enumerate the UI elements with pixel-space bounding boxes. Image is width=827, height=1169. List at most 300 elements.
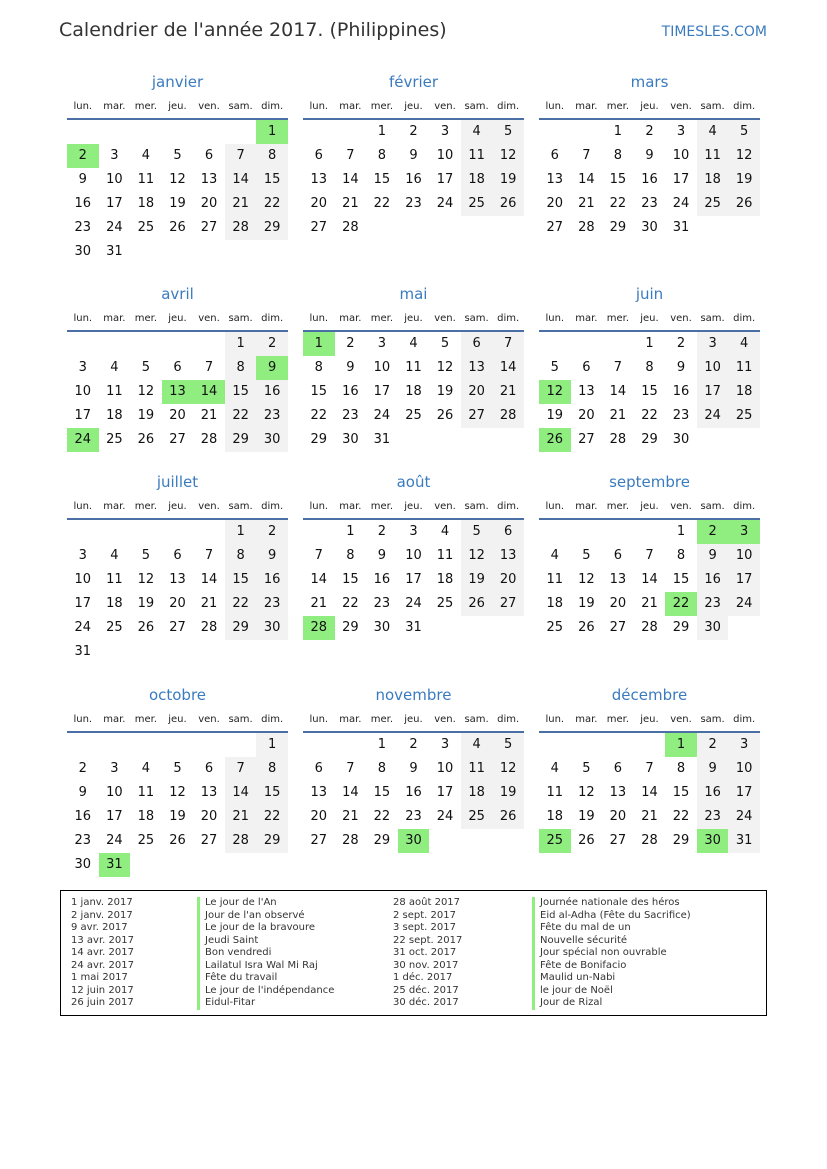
- day-cell[interactable]: 21: [609, 408, 627, 423]
- day-cell[interactable]: 9: [346, 360, 355, 375]
- day-cell[interactable]: 6: [492, 520, 524, 544]
- day-cell[interactable]: 5: [173, 148, 182, 163]
- day-cell[interactable]: 22: [256, 805, 288, 829]
- day-cell[interactable]: 16: [373, 572, 391, 587]
- holiday-day-cell[interactable]: 26: [539, 428, 571, 452]
- day-cell[interactable]: 2: [256, 332, 288, 356]
- day-cell[interactable]: 6: [314, 761, 323, 776]
- day-cell[interactable]: 31: [74, 644, 92, 659]
- day-cell[interactable]: 25: [436, 596, 454, 611]
- day-cell[interactable]: 1: [225, 332, 257, 356]
- day-cell[interactable]: 21: [342, 196, 359, 211]
- day-cell[interactable]: 27: [310, 220, 328, 235]
- day-cell[interactable]: 20: [492, 568, 524, 592]
- day-cell[interactable]: 3: [440, 124, 450, 139]
- day-cell[interactable]: 28: [492, 404, 524, 428]
- day-cell[interactable]: 18: [728, 380, 760, 404]
- day-cell[interactable]: 19: [578, 596, 595, 611]
- day-cell[interactable]: 27: [169, 432, 186, 447]
- day-cell[interactable]: 12: [461, 544, 493, 568]
- day-cell[interactable]: 13: [609, 785, 627, 800]
- day-cell[interactable]: 6: [461, 332, 493, 356]
- day-cell[interactable]: 18: [546, 809, 564, 824]
- day-cell[interactable]: 17: [436, 172, 454, 187]
- day-cell[interactable]: 21: [310, 596, 328, 611]
- day-cell[interactable]: 26: [436, 408, 454, 423]
- day-cell[interactable]: 21: [225, 805, 257, 829]
- day-cell[interactable]: 12: [728, 144, 760, 168]
- day-cell[interactable]: 15: [225, 568, 257, 592]
- day-cell[interactable]: 16: [697, 568, 729, 592]
- day-cell[interactable]: 13: [169, 572, 186, 587]
- day-cell[interactable]: 12: [137, 384, 155, 399]
- holiday-day-cell[interactable]: 3: [728, 520, 760, 544]
- day-cell[interactable]: 20: [310, 196, 328, 211]
- day-cell[interactable]: 17: [74, 408, 92, 423]
- day-cell[interactable]: 14: [641, 785, 658, 800]
- day-cell[interactable]: 19: [492, 168, 524, 192]
- day-cell[interactable]: 26: [169, 833, 186, 848]
- day-cell[interactable]: 27: [492, 592, 524, 616]
- day-cell[interactable]: 10: [405, 548, 422, 563]
- day-cell[interactable]: 21: [200, 408, 218, 423]
- day-cell[interactable]: 4: [550, 761, 559, 776]
- day-cell[interactable]: 13: [609, 572, 627, 587]
- holiday-day-cell[interactable]: 1: [256, 120, 288, 144]
- day-cell[interactable]: 27: [310, 833, 328, 848]
- day-cell[interactable]: 28: [200, 432, 218, 447]
- day-cell[interactable]: 3: [409, 524, 418, 539]
- day-cell[interactable]: 3: [110, 148, 119, 163]
- day-cell[interactable]: 7: [492, 332, 524, 356]
- day-cell[interactable]: 29: [373, 833, 391, 848]
- day-cell[interactable]: 23: [373, 596, 391, 611]
- day-cell[interactable]: 17: [106, 809, 123, 824]
- day-cell[interactable]: 11: [405, 360, 422, 375]
- day-cell[interactable]: 24: [106, 833, 123, 848]
- day-cell[interactable]: 30: [256, 428, 288, 452]
- day-cell[interactable]: 7: [582, 148, 591, 163]
- day-cell[interactable]: 31: [373, 432, 391, 447]
- day-cell[interactable]: 18: [436, 572, 454, 587]
- day-cell[interactable]: 6: [582, 360, 591, 375]
- day-cell[interactable]: 17: [405, 572, 422, 587]
- day-cell[interactable]: 4: [461, 120, 493, 144]
- day-cell[interactable]: 9: [645, 148, 654, 163]
- day-cell[interactable]: 18: [137, 809, 155, 824]
- day-cell[interactable]: 3: [110, 761, 119, 776]
- day-cell[interactable]: 9: [377, 548, 387, 563]
- day-cell[interactable]: 26: [137, 432, 155, 447]
- day-cell[interactable]: 12: [137, 572, 155, 587]
- day-cell[interactable]: 8: [225, 356, 257, 380]
- day-cell[interactable]: 10: [728, 544, 760, 568]
- day-cell[interactable]: 28: [641, 620, 658, 635]
- day-cell[interactable]: 3: [697, 332, 729, 356]
- day-cell[interactable]: 24: [728, 805, 760, 829]
- day-cell[interactable]: 19: [728, 168, 760, 192]
- day-cell[interactable]: 25: [405, 408, 422, 423]
- day-cell[interactable]: 27: [461, 404, 493, 428]
- day-cell[interactable]: 19: [137, 596, 155, 611]
- day-cell[interactable]: 7: [225, 144, 257, 168]
- day-cell[interactable]: 16: [672, 384, 690, 399]
- day-cell[interactable]: 27: [609, 620, 627, 635]
- day-cell[interactable]: 29: [609, 220, 627, 235]
- day-cell[interactable]: 24: [373, 408, 391, 423]
- day-cell[interactable]: 3: [377, 336, 387, 351]
- day-cell[interactable]: 21: [200, 596, 218, 611]
- holiday-day-cell[interactable]: 28: [303, 616, 335, 640]
- day-cell[interactable]: 10: [728, 757, 760, 781]
- day-cell[interactable]: 3: [728, 733, 760, 757]
- day-cell[interactable]: 30: [74, 244, 92, 259]
- day-cell[interactable]: 6: [550, 148, 559, 163]
- day-cell[interactable]: 2: [409, 124, 418, 139]
- day-cell[interactable]: 4: [440, 524, 450, 539]
- day-cell[interactable]: 29: [256, 216, 288, 240]
- day-cell[interactable]: 26: [461, 592, 493, 616]
- day-cell[interactable]: 29: [256, 829, 288, 853]
- day-cell[interactable]: 17: [106, 196, 123, 211]
- day-cell[interactable]: 18: [697, 168, 729, 192]
- day-cell[interactable]: 11: [106, 572, 123, 587]
- day-cell[interactable]: 17: [436, 785, 454, 800]
- day-cell[interactable]: 31: [728, 829, 760, 853]
- day-cell[interactable]: 21: [641, 809, 658, 824]
- day-cell[interactable]: 9: [697, 544, 729, 568]
- day-cell[interactable]: 31: [672, 220, 690, 235]
- holiday-day-cell[interactable]: 14: [193, 380, 225, 404]
- day-cell[interactable]: 11: [436, 548, 454, 563]
- day-cell[interactable]: 30: [256, 616, 288, 640]
- day-cell[interactable]: 1: [346, 524, 355, 539]
- day-cell[interactable]: 16: [342, 384, 359, 399]
- day-cell[interactable]: 21: [342, 809, 359, 824]
- day-cell[interactable]: 8: [314, 360, 323, 375]
- day-cell[interactable]: 25: [461, 805, 493, 829]
- day-cell[interactable]: 15: [342, 572, 359, 587]
- day-cell[interactable]: 18: [106, 596, 123, 611]
- holiday-day-cell[interactable]: 30: [398, 829, 430, 853]
- day-cell[interactable]: 22: [225, 404, 257, 428]
- day-cell[interactable]: 11: [106, 384, 123, 399]
- day-cell[interactable]: 3: [78, 548, 87, 563]
- day-cell[interactable]: 26: [169, 220, 186, 235]
- day-cell[interactable]: 7: [613, 360, 623, 375]
- day-cell[interactable]: 12: [492, 144, 524, 168]
- day-cell[interactable]: 16: [697, 781, 729, 805]
- day-cell[interactable]: 18: [106, 408, 123, 423]
- day-cell[interactable]: 22: [310, 408, 328, 423]
- day-cell[interactable]: 26: [578, 833, 595, 848]
- day-cell[interactable]: 8: [225, 544, 257, 568]
- day-cell[interactable]: 20: [200, 196, 218, 211]
- day-cell[interactable]: 11: [461, 757, 493, 781]
- day-cell[interactable]: 11: [728, 356, 760, 380]
- day-cell[interactable]: 22: [373, 196, 391, 211]
- day-cell[interactable]: 16: [405, 172, 422, 187]
- day-cell[interactable]: 14: [342, 172, 359, 187]
- day-cell[interactable]: 17: [373, 384, 391, 399]
- day-cell[interactable]: 7: [314, 548, 323, 563]
- day-cell[interactable]: 6: [204, 148, 214, 163]
- day-cell[interactable]: 29: [672, 620, 690, 635]
- day-cell[interactable]: 13: [546, 172, 564, 187]
- day-cell[interactable]: 24: [697, 404, 729, 428]
- day-cell[interactable]: 24: [728, 592, 760, 616]
- holiday-day-cell[interactable]: 13: [162, 380, 194, 404]
- day-cell[interactable]: 4: [697, 120, 729, 144]
- day-cell[interactable]: 1: [676, 524, 686, 539]
- day-cell[interactable]: 1: [377, 737, 387, 752]
- day-cell[interactable]: 2: [346, 336, 355, 351]
- holiday-day-cell[interactable]: 31: [99, 853, 131, 877]
- day-cell[interactable]: 22: [609, 196, 627, 211]
- day-cell[interactable]: 9: [409, 148, 418, 163]
- day-cell[interactable]: 8: [256, 757, 288, 781]
- day-cell[interactable]: 14: [492, 356, 524, 380]
- day-cell[interactable]: 15: [225, 380, 257, 404]
- day-cell[interactable]: 29: [225, 428, 257, 452]
- day-cell[interactable]: 17: [728, 568, 760, 592]
- day-cell[interactable]: 2: [676, 336, 686, 351]
- day-cell[interactable]: 17: [697, 380, 729, 404]
- day-cell[interactable]: 11: [697, 144, 729, 168]
- day-cell[interactable]: 16: [405, 785, 422, 800]
- day-cell[interactable]: 5: [582, 761, 591, 776]
- day-cell[interactable]: 5: [582, 548, 591, 563]
- holiday-day-cell[interactable]: 2: [67, 144, 99, 168]
- holiday-day-cell[interactable]: 24: [67, 428, 99, 452]
- day-cell[interactable]: 19: [578, 809, 595, 824]
- day-cell[interactable]: 2: [377, 524, 387, 539]
- day-cell[interactable]: 20: [169, 596, 186, 611]
- day-cell[interactable]: 16: [256, 568, 288, 592]
- day-cell[interactable]: 30: [74, 857, 92, 872]
- day-cell[interactable]: 27: [609, 833, 627, 848]
- day-cell[interactable]: 14: [609, 384, 627, 399]
- day-cell[interactable]: 6: [173, 360, 182, 375]
- day-cell[interactable]: 1: [225, 520, 257, 544]
- day-cell[interactable]: 2: [645, 124, 654, 139]
- day-cell[interactable]: 25: [137, 833, 155, 848]
- day-cell[interactable]: 12: [578, 572, 595, 587]
- day-cell[interactable]: 6: [613, 548, 623, 563]
- day-cell[interactable]: 3: [676, 124, 686, 139]
- day-cell[interactable]: 5: [440, 336, 450, 351]
- day-cell[interactable]: 20: [169, 408, 186, 423]
- day-cell[interactable]: 30: [641, 220, 658, 235]
- day-cell[interactable]: 5: [173, 761, 182, 776]
- day-cell[interactable]: 23: [697, 805, 729, 829]
- day-cell[interactable]: 25: [728, 404, 760, 428]
- day-cell[interactable]: 18: [461, 781, 493, 805]
- day-cell[interactable]: 30: [697, 616, 729, 640]
- day-cell[interactable]: 14: [578, 172, 595, 187]
- day-cell[interactable]: 22: [672, 809, 690, 824]
- day-cell[interactable]: 6: [204, 761, 214, 776]
- day-cell[interactable]: 25: [546, 620, 564, 635]
- day-cell[interactable]: 10: [74, 384, 92, 399]
- day-cell[interactable]: 7: [346, 148, 355, 163]
- day-cell[interactable]: 9: [256, 544, 288, 568]
- day-cell[interactable]: 23: [697, 592, 729, 616]
- day-cell[interactable]: 4: [110, 548, 119, 563]
- day-cell[interactable]: 31: [106, 244, 123, 259]
- day-cell[interactable]: 24: [106, 220, 123, 235]
- day-cell[interactable]: 24: [436, 196, 454, 211]
- day-cell[interactable]: 24: [74, 620, 92, 635]
- day-cell[interactable]: 19: [436, 384, 454, 399]
- day-cell[interactable]: 14: [225, 781, 257, 805]
- holiday-day-cell[interactable]: 25: [539, 829, 571, 853]
- day-cell[interactable]: 23: [74, 833, 92, 848]
- day-cell[interactable]: 15: [672, 572, 690, 587]
- day-cell[interactable]: 28: [609, 432, 627, 447]
- day-cell[interactable]: 8: [613, 148, 623, 163]
- day-cell[interactable]: 10: [106, 785, 123, 800]
- day-cell[interactable]: 6: [314, 148, 323, 163]
- day-cell[interactable]: 29: [672, 833, 690, 848]
- day-cell[interactable]: 5: [461, 520, 493, 544]
- day-cell[interactable]: 25: [106, 432, 123, 447]
- day-cell[interactable]: 3: [78, 360, 87, 375]
- day-cell[interactable]: 30: [342, 432, 359, 447]
- day-cell[interactable]: 25: [697, 192, 729, 216]
- day-cell[interactable]: 12: [169, 172, 186, 187]
- day-cell[interactable]: 26: [492, 805, 524, 829]
- day-cell[interactable]: 18: [137, 196, 155, 211]
- day-cell[interactable]: 4: [141, 148, 151, 163]
- day-cell[interactable]: 1: [377, 124, 387, 139]
- day-cell[interactable]: 15: [256, 781, 288, 805]
- day-cell[interactable]: 2: [697, 733, 729, 757]
- day-cell[interactable]: 13: [461, 356, 493, 380]
- day-cell[interactable]: 23: [405, 196, 422, 211]
- day-cell[interactable]: 5: [141, 548, 151, 563]
- day-cell[interactable]: 25: [137, 220, 155, 235]
- day-cell[interactable]: 27: [578, 432, 595, 447]
- day-cell[interactable]: 4: [461, 733, 493, 757]
- day-cell[interactable]: 10: [436, 148, 454, 163]
- day-cell[interactable]: 28: [225, 829, 257, 853]
- day-cell[interactable]: 9: [697, 757, 729, 781]
- day-cell[interactable]: 27: [169, 620, 186, 635]
- day-cell[interactable]: 1: [645, 336, 654, 351]
- day-cell[interactable]: 25: [106, 620, 123, 635]
- day-cell[interactable]: 28: [225, 216, 257, 240]
- day-cell[interactable]: 26: [137, 620, 155, 635]
- day-cell[interactable]: 4: [550, 548, 559, 563]
- day-cell[interactable]: 17: [74, 596, 92, 611]
- day-cell[interactable]: 29: [641, 432, 658, 447]
- day-cell[interactable]: 15: [373, 172, 391, 187]
- day-cell[interactable]: 20: [609, 596, 627, 611]
- day-cell[interactable]: 30: [672, 432, 690, 447]
- day-cell[interactable]: 11: [546, 785, 564, 800]
- holiday-day-cell[interactable]: 30: [697, 829, 729, 853]
- day-cell[interactable]: 2: [409, 737, 418, 752]
- day-cell[interactable]: 28: [342, 833, 359, 848]
- day-cell[interactable]: 19: [169, 809, 186, 824]
- day-cell[interactable]: 8: [377, 148, 387, 163]
- day-cell[interactable]: 10: [106, 172, 123, 187]
- day-cell[interactable]: 5: [728, 120, 760, 144]
- day-cell[interactable]: 29: [342, 620, 359, 635]
- day-cell[interactable]: 13: [200, 172, 218, 187]
- day-cell[interactable]: 23: [256, 592, 288, 616]
- day-cell[interactable]: 22: [641, 408, 658, 423]
- day-cell[interactable]: 11: [137, 785, 155, 800]
- day-cell[interactable]: 25: [461, 192, 493, 216]
- day-cell[interactable]: 10: [436, 761, 454, 776]
- day-cell[interactable]: 17: [672, 172, 690, 187]
- day-cell[interactable]: 23: [74, 220, 92, 235]
- day-cell[interactable]: 26: [578, 620, 595, 635]
- day-cell[interactable]: 2: [78, 761, 87, 776]
- holiday-day-cell[interactable]: 9: [256, 356, 288, 380]
- day-cell[interactable]: 9: [78, 785, 87, 800]
- day-cell[interactable]: 10: [373, 360, 391, 375]
- day-cell[interactable]: 5: [492, 733, 524, 757]
- day-cell[interactable]: 4: [141, 761, 151, 776]
- day-cell[interactable]: 23: [641, 196, 658, 211]
- day-cell[interactable]: 16: [74, 196, 92, 211]
- day-cell[interactable]: 21: [578, 196, 595, 211]
- day-cell[interactable]: 6: [613, 761, 623, 776]
- day-cell[interactable]: 19: [169, 196, 186, 211]
- day-cell[interactable]: 10: [74, 572, 92, 587]
- holiday-day-cell[interactable]: 1: [665, 733, 697, 757]
- day-cell[interactable]: 28: [342, 220, 359, 235]
- day-cell[interactable]: 18: [461, 168, 493, 192]
- day-cell[interactable]: 30: [373, 620, 391, 635]
- day-cell[interactable]: 22: [373, 809, 391, 824]
- day-cell[interactable]: 16: [74, 809, 92, 824]
- day-cell[interactable]: 23: [256, 404, 288, 428]
- day-cell[interactable]: 20: [461, 380, 493, 404]
- day-cell[interactable]: 22: [225, 592, 257, 616]
- day-cell[interactable]: 8: [377, 761, 387, 776]
- day-cell[interactable]: 13: [492, 544, 524, 568]
- holiday-day-cell[interactable]: 2: [697, 520, 729, 544]
- day-cell[interactable]: 23: [342, 408, 359, 423]
- day-cell[interactable]: 15: [373, 785, 391, 800]
- holiday-day-cell[interactable]: 22: [665, 592, 697, 616]
- day-cell[interactable]: 8: [346, 548, 355, 563]
- day-cell[interactable]: 28: [641, 833, 658, 848]
- day-cell[interactable]: 15: [672, 785, 690, 800]
- day-cell[interactable]: 8: [256, 144, 288, 168]
- day-cell[interactable]: 24: [436, 809, 454, 824]
- day-cell[interactable]: 21: [641, 596, 658, 611]
- day-cell[interactable]: 3: [440, 737, 450, 752]
- day-cell[interactable]: 11: [546, 572, 564, 587]
- day-cell[interactable]: 15: [641, 384, 658, 399]
- day-cell[interactable]: 14: [310, 572, 328, 587]
- day-cell[interactable]: 7: [645, 548, 654, 563]
- brand-link[interactable]: TIMESLES.COM: [661, 24, 767, 40]
- day-cell[interactable]: 7: [204, 548, 214, 563]
- day-cell[interactable]: 11: [461, 144, 493, 168]
- day-cell[interactable]: 15: [310, 384, 328, 399]
- day-cell[interactable]: 7: [645, 761, 654, 776]
- day-cell[interactable]: 31: [405, 620, 422, 635]
- day-cell[interactable]: 12: [436, 360, 454, 375]
- day-cell[interactable]: 28: [578, 220, 595, 235]
- day-cell[interactable]: 10: [672, 148, 690, 163]
